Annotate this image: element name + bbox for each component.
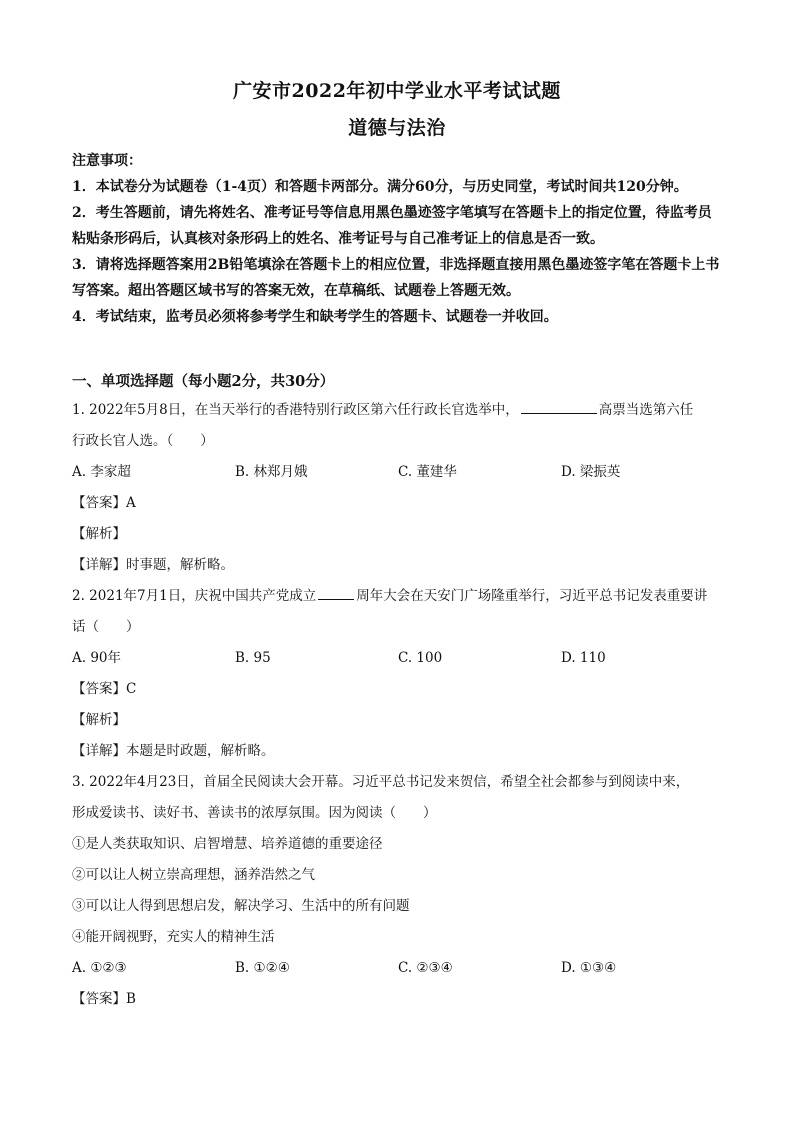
section-heading: 一、单项选择题（每小题2分，共30分）: [72, 373, 335, 390]
detail-text: 时事题，解析略。: [126, 557, 234, 573]
note-item-1: 1．本试卷分为试题卷（1-4页）和答题卡两部分。满分60分，与历史同堂，考试时间共120分钟。: [72, 179, 688, 195]
question-3-stem-line2: 形成爱读书、读好书、善读书的浓厚氛围。因为阅读（ ）: [72, 805, 437, 821]
option-d: D. 110: [561, 650, 606, 666]
option-c: C. 董建华: [398, 464, 457, 480]
statement-4: ④能开阔视野，充实人的精神生活: [72, 929, 275, 945]
note-item-3: 3．请将选择题答案用2B铅笔填涂在答题卡上的相应位置，非选择题直接用黑色墨迹签字笔在答题卡上书写答案。超出答题区域书写的答案无效，在草稿纸、试题卷上答题无效。: [72, 257, 720, 299]
option-c: C. 100: [398, 650, 443, 666]
statement-1: ①是人类获取知识、启智增慧、培养道德的重要途径: [72, 836, 383, 852]
question-2-stem: [72, 581, 724, 612]
exam-title: 广安市2022年初中学业水平考试试题: [233, 80, 561, 102]
question-2-options: [72, 643, 724, 674]
option-a: A. 李家超: [72, 464, 131, 480]
answer-value: A: [126, 495, 136, 511]
fill-blank: [521, 399, 597, 414]
note-item-4: 4．考试结束，监考员必须将参考学生和缺考学生的答题卡、试题卷一并收回。: [72, 309, 558, 325]
question-2-stem-part: 2. 2021年7月1日，庆祝中国共产党成立: [72, 588, 317, 604]
fill-blank: [318, 585, 354, 600]
question-3-stem: 3. 2022年4月23日，首届全民阅读大会开幕。习近平总书记发来贺信，希望全社会都参与到阅读中来，: [72, 774, 690, 790]
note-item-2: 2．考生答题前，请先将姓名、准考证号等信息用黑色墨迹签字笔填写在答题卡上的指定位置，待监考员粘贴条形码后，认真核对条形码上的姓名、准考证号与自己准考证上的信息是否一致。: [72, 205, 712, 247]
answer-label: 【答案】: [72, 991, 126, 1007]
question-1: [72, 395, 724, 581]
detail-line: [72, 736, 724, 767]
notes-heading: 注意事项：: [72, 153, 142, 169]
question-2: [72, 581, 724, 767]
option-d: D. ①③④: [561, 960, 617, 976]
option-d: D. 梁振英: [561, 464, 621, 480]
question-2-stem-line2: 话（ ）: [72, 619, 140, 635]
answer-label: 【答案】: [72, 495, 126, 511]
analysis-label: 【解析】: [72, 526, 126, 542]
question-3-options: [72, 953, 724, 984]
statement-2: ②可以让人树立崇高理想，涵养浩然之气: [72, 867, 315, 883]
option-b: B. 林郑月娥: [235, 464, 308, 480]
question-3: [72, 767, 724, 1015]
option-b: B. ①②④: [235, 960, 290, 976]
question-1-stem-part: 高票当选第六任: [598, 402, 694, 418]
question-1-stem: [72, 395, 724, 426]
analysis-label: 【解析】: [72, 712, 126, 728]
detail-text: 本题是时政题，解析略。: [126, 743, 275, 759]
question-1-options: [72, 457, 724, 488]
option-c: C. ②③④: [398, 960, 453, 976]
question-1-stem-line2: 行政长官人选。（ ）: [72, 433, 214, 449]
option-b: B. 95: [235, 650, 271, 666]
detail-label: 【详解】: [72, 557, 126, 573]
detail-label: 【详解】: [72, 743, 126, 759]
option-a: A. ①②③: [72, 960, 127, 976]
statement-3: ③可以让人得到思想启发，解决学习、生活中的所有问题: [72, 898, 410, 914]
notes-block: [72, 148, 724, 330]
detail-line: [72, 550, 724, 581]
exam-subject: 道德与法治: [348, 117, 446, 139]
answer-value: C: [126, 681, 137, 697]
option-a: A. 90年: [72, 650, 122, 666]
answer-line: [72, 674, 724, 705]
answer-value: B: [126, 991, 136, 1007]
answer-label: 【答案】: [72, 681, 126, 697]
question-1-stem-part: 1. 2022年5月8日，在当天举行的香港特别行政区第六任行政长官选举中，: [72, 402, 519, 418]
question-2-stem-part: 周年大会在天安门广场隆重举行，习近平总书记发表重要讲: [356, 588, 708, 604]
answer-line: [72, 984, 724, 1015]
answer-line: [72, 488, 724, 519]
